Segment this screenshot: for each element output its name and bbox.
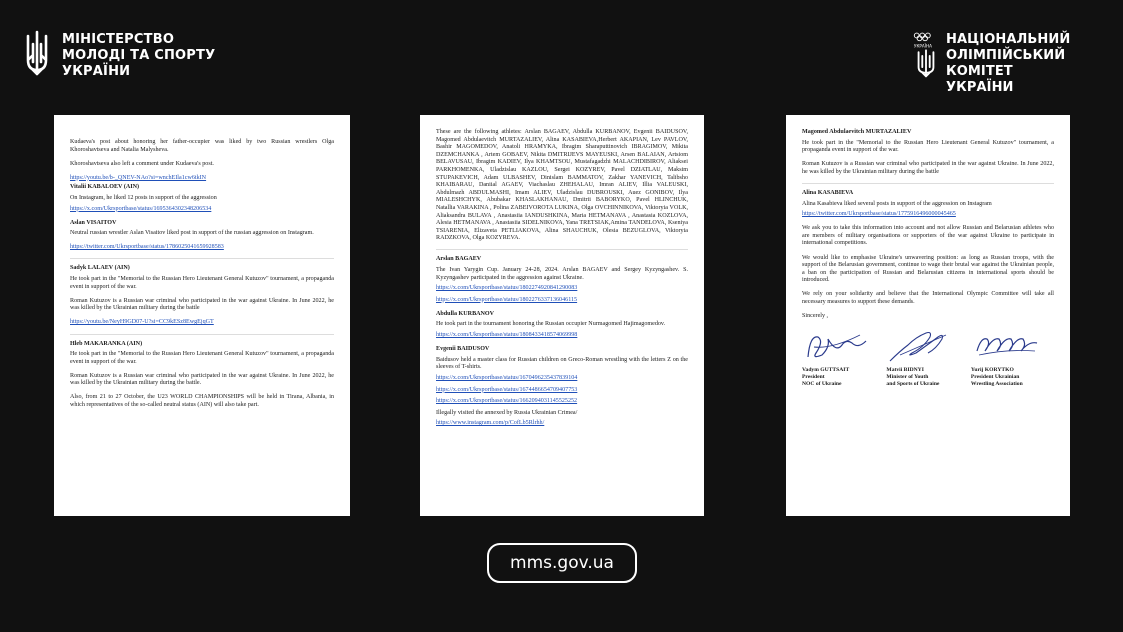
doc3-paragraph: Roman Kutuzov is a Russian war criminal who participated in the war against Ukraine. In June 2022, he was killed by the Ukrainian military during the battle bbox=[802, 161, 1054, 175]
athlete-name: Sadyk LALAEV (AIN) bbox=[70, 265, 130, 272]
doc2-link[interactable]: https://x.com/Ukrsportbase/status/1670496235437839104 bbox=[436, 374, 578, 381]
tryzub-icon bbox=[22, 30, 52, 78]
athlete-name: Evgenii BAIDUSOV bbox=[436, 346, 490, 353]
doc2-link[interactable]: https://x.com/Ukrsportbase/status/1674486654709407753 bbox=[436, 386, 578, 393]
athlete-name: Vitalii KABALOEV (AIN) bbox=[70, 184, 140, 191]
divider bbox=[70, 258, 334, 259]
athlete-name: Magomed Abdulaevitch MURTAZALIEV bbox=[802, 129, 912, 135]
doc2-link[interactable]: https://www.instagram.com/p/CofLb5Rlrhh/ bbox=[436, 420, 545, 427]
doc3-paragraph: Alina Kasabieva liked several posts in support of the aggression on Instagram bbox=[802, 200, 992, 207]
signer-name: Matvii BIDNYI bbox=[886, 367, 924, 374]
doc3-paragraph: He took part in the "Memorial to the Russian Hero Lieutenant General Kutuzov" tournament, a propaganda event in support of the war. bbox=[802, 139, 1054, 154]
doc1-paragraph: Khoroshavtseva also left a comment under Kudaeva's post. bbox=[70, 160, 214, 167]
doc1-paragraph: On Instagram, he liked 12 posts in support of the aggression bbox=[70, 194, 217, 201]
doc3-closing: Sincerely , bbox=[802, 313, 829, 320]
noc-name bbox=[946, 32, 1123, 96]
doc2-paragraph: Baidusov held a master class for Russian children on Greco-Roman wrestling with the letters Z on the sleeves of T-shirts. bbox=[436, 356, 688, 371]
signatures-row bbox=[802, 327, 1054, 387]
signature-block bbox=[886, 327, 969, 387]
athlete-name: Arslan BAGAEV bbox=[436, 256, 482, 263]
signer-name: Vadym GUTTSAIT bbox=[802, 367, 850, 374]
website-url[interactable]: mms.gov.ua bbox=[487, 543, 637, 583]
doc1-link[interactable]: https://x.com/Ukrsportbase/status/1695364302348206534 bbox=[70, 205, 212, 212]
document-page-3 bbox=[786, 115, 1070, 516]
document-page-2 bbox=[420, 115, 704, 516]
doc3-paragraph: We would like to emphasise Ukraine's unwavering position: as long as Russian troops, with the support of the Belarusian government, continue to wage their brutal war against the Ukrainian people, a ban on the participation of Russian and Belarusian citizens in international sports should be introduced. bbox=[802, 254, 1054, 284]
doc1-paragraph: Kudaeva's post about honoring her father-occupier was liked by two Russian wrestlers Olga Khoroshavtseva and Natalia Malysheva. bbox=[70, 139, 334, 153]
doc1-paragraph: He took part in the "Memorial to the Russian Hero Lieutenant General Kutuzov" tournament, a propaganda event in support of the war. bbox=[70, 351, 334, 365]
athlete-name: Aslan VISAITOV bbox=[70, 219, 117, 226]
noc-line-3: УКРАЇНИ bbox=[946, 80, 1014, 95]
noc-line-2: ОЛІМПІЙСЬКИЙ КОМІТЕТ bbox=[946, 48, 1066, 79]
ministry-logo-block bbox=[22, 30, 215, 80]
doc1-link[interactable]: https://twitter.com/Ukrsportbase/status/1786025041659928583 bbox=[70, 244, 224, 251]
noc-line-1: НАЦІОНАЛЬНИЙ bbox=[946, 32, 1071, 47]
olympic-tryzub-icon bbox=[913, 30, 939, 80]
doc3-paragraph: We ask you to take this information into account and not allow Russian and Belarusian athletes who are members of military organisations or supporters of the war against Ukraine to participate in international competitions. bbox=[802, 225, 1054, 247]
doc3-link[interactable]: https://twitter.com/Ukrsportbase/status/1775916496000045465 bbox=[802, 211, 956, 218]
athlete-name: Abdulla KURBANOV bbox=[436, 310, 495, 317]
noc-logo-block bbox=[913, 30, 1123, 96]
ministry-name bbox=[62, 32, 215, 80]
doc1-paragraph: Roman Kutuzov is a Russian war criminal who participated in the war against Ukraine. In June 2022, he was killed by the Ukrainian military during the battle. bbox=[70, 372, 334, 387]
handwritten-signature bbox=[971, 327, 1041, 365]
doc2-paragraph: He took part in the tournament honoring the Russian occupier Nurmagomed Hajimagomedov. bbox=[436, 321, 666, 328]
handwritten-signature bbox=[886, 327, 956, 365]
athlete-name: Alina KASABIEVA bbox=[802, 189, 854, 196]
handwritten-signature bbox=[802, 327, 872, 365]
doc2-link[interactable]: https://x.com/Ukrsportbase/status/1802274920841290083 bbox=[436, 285, 578, 292]
doc2-paragraph: These are the following athletes: Arslan BAGAEV, Abdulla KURBANOV, Evgenii BAIDUSOV, Magomed Abdulaevitch MURTAZALIEV, Alina KASABIEVA,Herbert AKAPIAN, Lev PAVLOV, Bashir MAGOMEDOV, Anatoli HRAMYKA, Ibragim Sharaputtinovich IBRAGIMOV, Mikita DZEMCHANKA , Artem GOBAEV, Nikita DMITRIJEVS MAYEUSKI, Arsen BALAIAN, Artsiom BELAVUSAU, Ibragim KADIEV, Ilya KHAMTSOU, Mustafagadzhi MALACHDIBIROV, Aliaksei PARKHOMENKA, Uladzislau KAZLOU, Sergei KOZYREV, Pavel DZIATLAU, Maksim STUPAKEVICH, Adam ULBASHEV, Dinislam BAMMATOV, Zakhar YANEVICH, Talibsho KHAIBARAU, Daniial AGAEV, Viachaslau ZHEHALAU, Imran ALIEV, Illia VALEUSKI, Abdulmazh ABDULMASHI, Imam ALIEV, Uladzislau DUBROUSKI, Auez GONIBOV, Ilya MIALESHCHYK, Abubakar KHASLAKHANAU, Dmitrii BABORYKO, Pavel HLINCHUK, Natallia VARAKINA , Polina ZABEIVOROTA LUKINA, Olga OVCHINNIKOVA, Viktoryia VOLK, Aliaksandra BULAVA , Anastasiia IANDUSHKINA, Maria HETMANAVA , Anastasia KOZLOVA, Alesia HETMANAVA , Anastasiia SIDELNIKOVA, Yana TRETSIAK,Amina TANDELOVA, Kseniya TSIARENIA, Elizaveta PETLIAKOVA, Alina SHAUCHUK, Olesia BEZUGLOVA, Viktoryia RADZKOVA, Olga KOZYREVA. bbox=[436, 129, 688, 242]
ministry-line-1: МІНІСТЕРСТВО bbox=[62, 32, 175, 47]
signer-title: President bbox=[802, 373, 825, 380]
doc2-paragraph: The Ivan Yarygin Cup. January 24-28, 2024. Arslan BAGAEV and Sergey Kyzyngashev. S. Kyzyngashev participated in the aggression against Ukraine. bbox=[436, 267, 688, 281]
doc1-paragraph: Neutral russian wrestler Aslan Visaitov liked post in support of the russian aggression on Instagram. bbox=[70, 230, 314, 237]
signer-org: and Sports of Ukraine bbox=[886, 380, 940, 387]
doc1-link[interactable]: https://youtu.be/b-_QNEV-NAo?si=wnchEIla1cw6tkIN bbox=[70, 174, 207, 181]
signer-org: Wrestling Association bbox=[970, 380, 1023, 387]
doc1-paragraph: Roman Kutuzov is a Russian war criminal who participated in the war against Ukraine. In June 2022, he was killed by the Ukrainian military during the battle bbox=[70, 297, 334, 312]
doc1-link[interactable]: https://youtu.be/NeyH9GD07-U?si=CC9kESz8EwgEjqGT bbox=[70, 319, 214, 326]
doc3-paragraph: We rely on your solidarity and believe that the International Olympic Committee will take all necessary measures to support these demands. bbox=[802, 291, 1054, 305]
athlete-name: Hleb MAKARANKA (AIN) bbox=[70, 340, 143, 347]
divider bbox=[70, 334, 334, 335]
signer-org: NOC of Ukraine bbox=[802, 380, 842, 387]
divider bbox=[802, 183, 1054, 184]
doc2-paragraph: Illegally visited the annexed by Russia Ukrainian Crimea/ bbox=[436, 409, 578, 416]
signer-title: Minister of Youth bbox=[886, 373, 929, 380]
signer-title: President Ukrainian bbox=[970, 373, 1020, 380]
noc-small-label: УКРАЇНА bbox=[913, 43, 932, 49]
signature-block bbox=[971, 327, 1054, 387]
doc2-link[interactable]: https://x.com/Ukrsportbase/status/1802276337136046115 bbox=[436, 296, 578, 303]
doc2-link[interactable]: https://x.com/Ukrsportbase/status/1808433418574069998 bbox=[436, 332, 578, 339]
ministry-line-3: УКРАЇНИ bbox=[62, 64, 131, 79]
ministry-line-2: МОЛОДІ ТА СПОРТУ bbox=[62, 48, 216, 63]
divider bbox=[436, 249, 688, 250]
document-page-1 bbox=[54, 115, 350, 516]
doc1-paragraph: He took part in the "Memorial to the Russian Hero Lieutenant General Kutuzov" tournament, a propaganda event in support of the war. bbox=[70, 276, 334, 290]
doc2-link[interactable]: https://x.com/Ukrsportbase/status/1662094031145525252 bbox=[436, 398, 578, 405]
signer-name: Yurij KORYTKO bbox=[970, 367, 1014, 374]
doc1-paragraph: Also, from 21 to 27 October, the U23 WORLD CHAMPIONSHIPS will be held in Tirana, Albania, in which representatives of the so-called neutral status (AIN) will also take part. bbox=[70, 394, 334, 409]
signature-block bbox=[802, 327, 885, 387]
